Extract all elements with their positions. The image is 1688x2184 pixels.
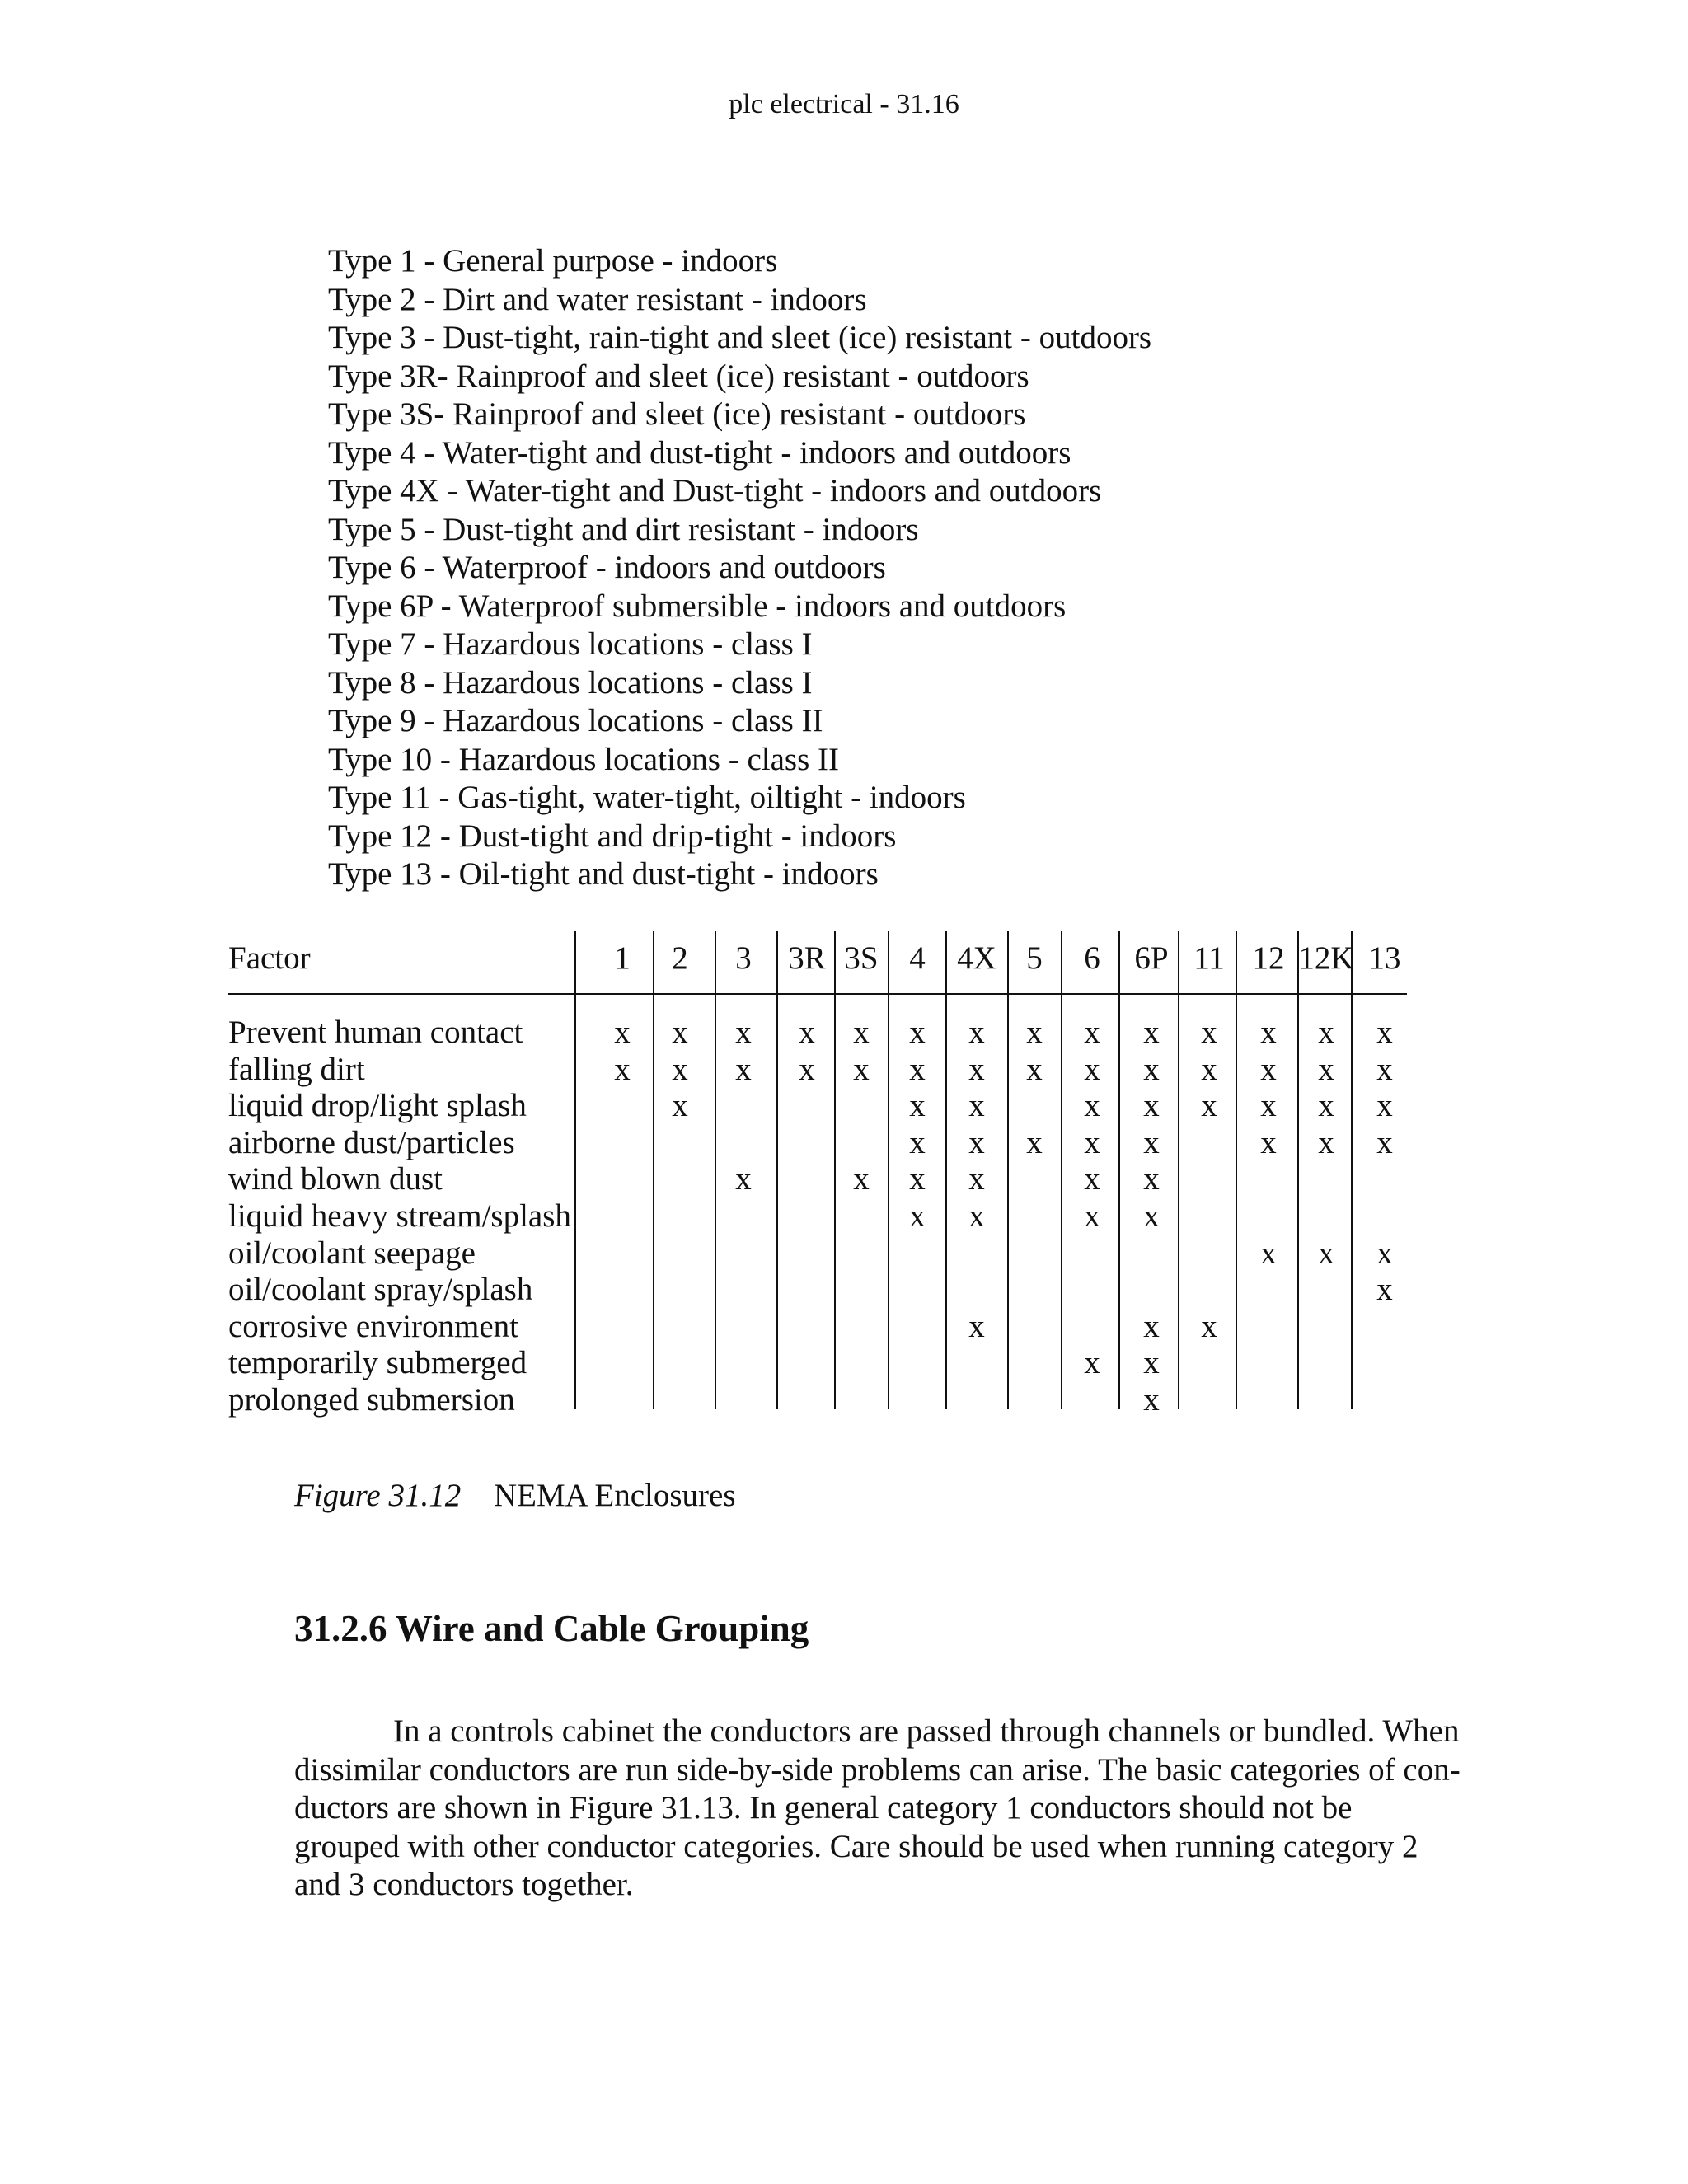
table-check-mark: x	[853, 1161, 870, 1197]
figure-number: Figure 31.12	[294, 1478, 462, 1513]
table-check-mark: x	[1084, 1124, 1100, 1160]
table-row-factor: corrosive environment	[228, 1308, 518, 1344]
column-header-type-5: 5	[1026, 940, 1043, 976]
table-check-mark: x	[909, 1051, 926, 1087]
table-column-divider	[834, 931, 836, 1409]
enclosure-type-item: Type 3 - Dust-tight, rain-tight and sleet (ice) resistant - outdoors	[328, 320, 1152, 355]
table-check-mark: x	[909, 1015, 926, 1050]
table-check-mark: x	[1318, 1088, 1334, 1124]
column-header-type-2: 2	[672, 940, 688, 976]
table-check-mark: x	[1260, 1015, 1277, 1050]
enclosure-type-item: Type 3S- Rainproof and sleet (ice) resistant - outdoors	[328, 396, 1026, 432]
enclosure-type-item: Type 6P - Waterproof submersible - indoors and outdoors	[328, 588, 1067, 624]
table-check-mark: x	[614, 1051, 631, 1087]
table-check-mark: x	[968, 1051, 985, 1087]
table-check-mark: x	[1318, 1124, 1334, 1160]
factor-column-header: Factor	[228, 940, 311, 976]
table-check-mark: x	[909, 1088, 926, 1124]
column-header-type-12: 12	[1252, 940, 1285, 976]
table-check-mark: x	[1143, 1051, 1160, 1087]
table-check-mark: x	[1143, 1308, 1160, 1344]
enclosure-type-item: Type 5 - Dust-tight and dirt resistant - indoors	[328, 511, 919, 547]
paragraph-line: dissimilar conductors are run side-by-side problems can arise. The basic categories of con-	[294, 1751, 1461, 1788]
table-check-mark: x	[853, 1015, 870, 1050]
table-check-mark: x	[1026, 1015, 1043, 1050]
table-check-mark: x	[1260, 1051, 1277, 1087]
table-column-divider	[715, 931, 716, 1409]
enclosure-type-item: Type 11 - Gas-tight, water-tight, oiltight - indoors	[328, 780, 966, 815]
table-check-mark: x	[735, 1015, 752, 1050]
section-heading: 31.2.6 Wire and Cable Grouping	[294, 1608, 809, 1649]
table-check-mark: x	[672, 1051, 688, 1087]
table-row-factor: prolonged submersion	[228, 1382, 515, 1418]
table-check-mark: x	[968, 1088, 985, 1124]
table-column-divider	[1297, 931, 1299, 1409]
table-check-mark: x	[1201, 1051, 1217, 1087]
table-check-mark: x	[1026, 1051, 1043, 1087]
table-check-mark: x	[968, 1015, 985, 1050]
table-check-mark: x	[968, 1161, 985, 1197]
enclosure-type-item: Type 2 - Dirt and water resistant - indoors	[328, 281, 867, 317]
table-check-mark: x	[1084, 1051, 1100, 1087]
table-column-divider	[574, 931, 576, 1409]
table-check-mark: x	[1143, 1161, 1160, 1197]
table-check-mark: x	[1084, 1015, 1100, 1050]
table-check-mark: x	[1084, 1161, 1100, 1197]
table-check-mark: x	[1318, 1015, 1334, 1050]
table-row-factor: temporarily submerged	[228, 1345, 528, 1381]
table-column-divider	[1007, 931, 1009, 1409]
table-column-divider	[1351, 931, 1353, 1409]
enclosure-type-item: Type 10 - Hazardous locations - class II	[328, 741, 839, 777]
table-column-divider	[1118, 931, 1120, 1409]
table-column-divider	[1178, 931, 1179, 1409]
table-check-mark: x	[1318, 1235, 1334, 1271]
table-row-factor: Prevent human contact	[228, 1015, 523, 1050]
table-check-mark: x	[1318, 1051, 1334, 1087]
table-check-mark: x	[735, 1161, 752, 1197]
table-check-mark: x	[909, 1124, 926, 1160]
table-row-factor: oil/coolant spray/splash	[228, 1272, 533, 1308]
table-check-mark: x	[1260, 1088, 1277, 1124]
enclosure-type-item: Type 12 - Dust-tight and drip-tight - indoors	[328, 818, 897, 854]
table-check-mark: x	[1260, 1124, 1277, 1160]
enclosure-type-item: Type 13 - Oil-tight and dust-tight - indoors	[328, 856, 879, 892]
table-row-factor: airborne dust/particles	[228, 1124, 515, 1160]
section-paragraph	[294, 1713, 1481, 1905]
figure-caption	[294, 1477, 736, 1514]
table-column-divider	[1061, 931, 1062, 1409]
table-check-mark: x	[1376, 1124, 1393, 1160]
table-row-factor: liquid heavy stream/splash	[228, 1198, 571, 1234]
table-check-mark: x	[1260, 1235, 1277, 1271]
paragraph-line: ductors are shown in Figure 31.13. In general category 1 conductors should not be	[294, 1790, 1353, 1825]
table-check-mark: x	[672, 1015, 688, 1050]
enclosure-type-item: Type 6 - Waterproof - indoors and outdoors	[328, 550, 886, 585]
enclosure-type-item: Type 9 - Hazardous locations - class II	[328, 703, 823, 738]
column-header-type-12k: 12K	[1298, 940, 1354, 976]
table-check-mark: x	[1376, 1235, 1393, 1271]
enclosure-type-item: Type 3R- Rainproof and sleet (ice) resistant - outdoors	[328, 358, 1029, 394]
enclosure-type-item: Type 7 - Hazardous locations - class I	[328, 626, 813, 662]
table-check-mark: x	[1376, 1051, 1393, 1087]
column-header-type-13: 13	[1368, 940, 1401, 976]
table-check-mark: x	[1084, 1345, 1100, 1381]
column-header-type-3s: 3S	[844, 940, 879, 976]
enclosure-type-list	[328, 242, 1151, 894]
paragraph-line: and 3 conductors together.	[294, 1867, 634, 1902]
table-check-mark: x	[1143, 1345, 1160, 1381]
table-check-mark: x	[1201, 1015, 1217, 1050]
column-header-type-4x: 4X	[957, 940, 996, 976]
table-check-mark: x	[1376, 1015, 1393, 1050]
table-check-mark: x	[968, 1308, 985, 1344]
table-check-mark: x	[968, 1124, 985, 1160]
table-column-divider	[1236, 931, 1237, 1409]
figure-title: NEMA Enclosures	[493, 1478, 736, 1513]
paragraph-line: In a controls cabinet the conductors are passed through channels or bundled. When	[393, 1713, 1460, 1749]
table-check-mark: x	[799, 1015, 815, 1050]
column-header-type-11: 11	[1193, 940, 1225, 976]
column-header-type-1: 1	[614, 940, 631, 976]
table-column-divider	[888, 931, 889, 1409]
table-check-mark: x	[1143, 1015, 1160, 1050]
paragraph-line: grouped with other conductor categories. Care should be used when running category 2	[294, 1828, 1418, 1864]
column-header-type-3: 3	[735, 940, 752, 976]
column-header-type-6p: 6P	[1134, 940, 1169, 976]
table-check-mark: x	[1376, 1088, 1393, 1124]
table-row-factor: falling dirt	[228, 1051, 365, 1087]
table-check-mark: x	[672, 1088, 688, 1124]
table-column-divider	[776, 931, 778, 1409]
enclosure-type-item: Type 4X - Water-tight and Dust-tight - indoors and outdoors	[328, 473, 1102, 509]
table-check-mark: x	[1084, 1198, 1100, 1234]
enclosure-type-item: Type 4 - Water-tight and dust-tight - indoors and outdoors	[328, 434, 1071, 471]
table-row-factor: liquid drop/light splash	[228, 1088, 527, 1124]
table-check-mark: x	[1143, 1382, 1160, 1418]
nema-factor-table	[228, 931, 1407, 1418]
table-row-factor: wind blown dust	[228, 1161, 443, 1197]
table-header-rule	[228, 993, 1407, 995]
enclosure-type-item: Type 1 - General purpose - indoors	[328, 243, 778, 279]
table-check-mark: x	[968, 1198, 985, 1234]
table-check-mark: x	[909, 1161, 926, 1197]
column-header-type-4: 4	[909, 940, 926, 976]
table-check-mark: x	[1143, 1198, 1160, 1234]
table-check-mark: x	[1143, 1088, 1160, 1124]
table-check-mark: x	[735, 1051, 752, 1087]
column-header-type-6: 6	[1084, 940, 1100, 976]
table-check-mark: x	[1026, 1124, 1043, 1160]
table-check-mark: x	[614, 1015, 631, 1050]
table-column-divider	[653, 931, 654, 1409]
table-check-mark: x	[1376, 1272, 1393, 1308]
table-check-mark: x	[799, 1051, 815, 1087]
table-check-mark: x	[853, 1051, 870, 1087]
page-header: plc electrical - 31.16	[729, 89, 959, 120]
table-check-mark: x	[1084, 1088, 1100, 1124]
enclosure-type-item: Type 8 - Hazardous locations - class I	[328, 664, 813, 701]
table-check-mark: x	[909, 1198, 926, 1234]
table-column-divider	[945, 931, 947, 1409]
table-check-mark: x	[1201, 1088, 1217, 1124]
table-check-mark: x	[1143, 1124, 1160, 1160]
table-check-mark: x	[1201, 1308, 1217, 1344]
table-row-factor: oil/coolant seepage	[228, 1235, 476, 1271]
column-header-type-3r: 3R	[788, 940, 826, 976]
